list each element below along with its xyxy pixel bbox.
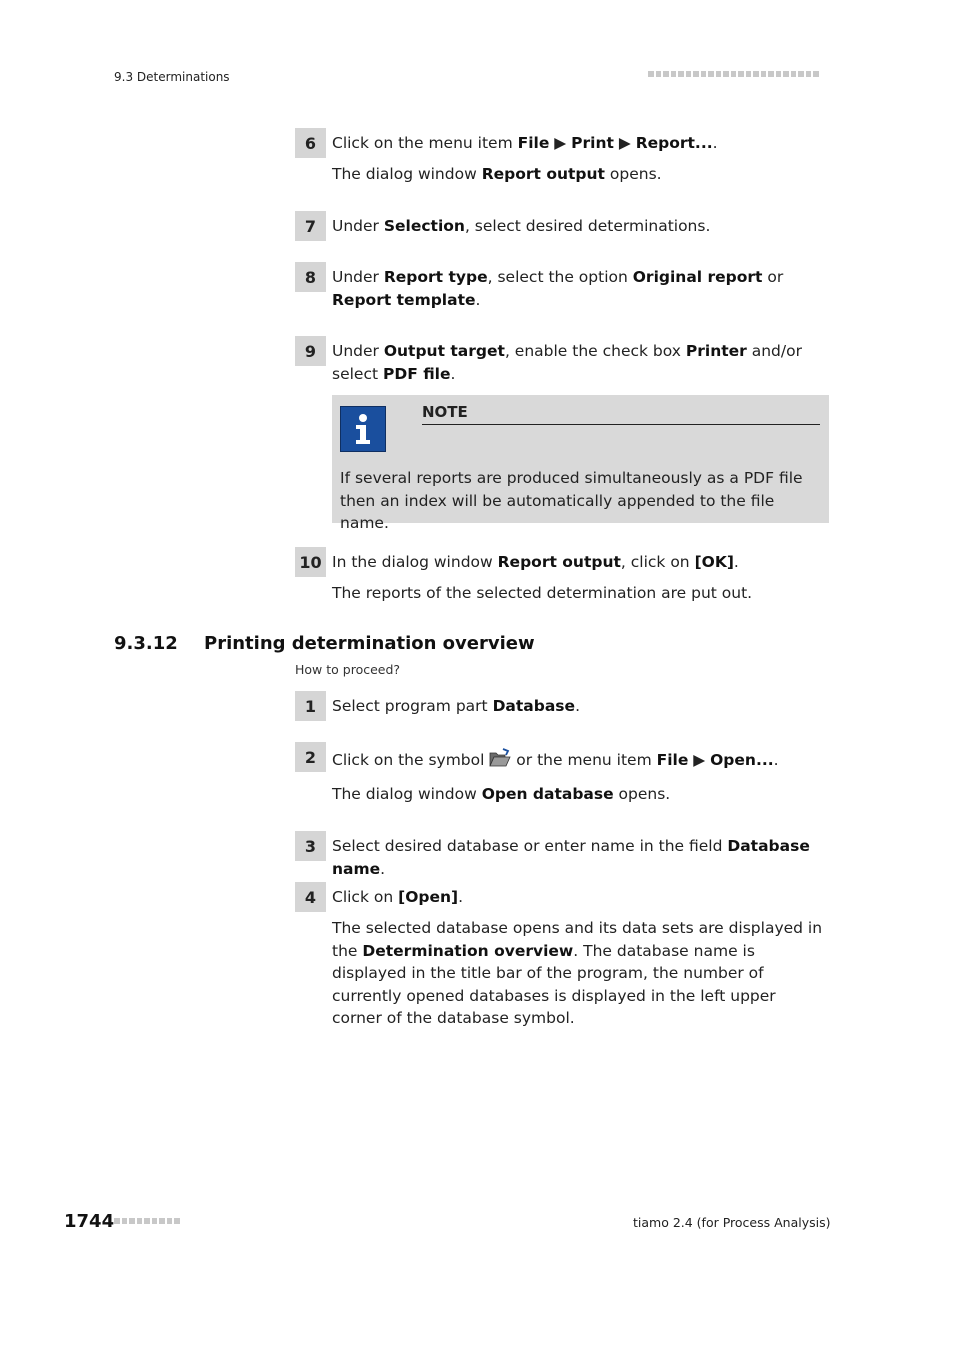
note-title: NOTE [422,403,820,425]
menu-print: Print [571,134,614,152]
note-box [332,395,829,532]
step-number: 9 [295,336,326,366]
menu-file: File [517,134,550,152]
step-number: 4 [295,882,326,912]
how-to-proceed: How to proceed? [295,662,401,677]
open-folder-icon [489,748,511,768]
step-text: Under Output target, enable the check box Printer and/or select PDF file. [332,342,802,383]
step-number: 10 [295,547,326,577]
step-text: Under Selection, select desired determinations. [332,217,711,235]
info-icon [340,406,386,452]
footer-product: tiamo 2.4 (for Process Analysis) [633,1215,831,1230]
step-number: 7 [295,211,326,241]
step-2-result: The dialog window Open database opens. [332,785,671,803]
note-text: If several reports are produced simultaneously as a PDF file then an index will be automatically appended to the file name. [340,469,803,532]
header-decoration [648,71,828,79]
menu-report: Report... [635,134,713,152]
step-text: Under Report type, select the option Original report or Report template. [332,268,784,309]
step-text: Select desired database or enter name in the field Database name. [332,837,810,878]
step-6-result: The dialog window Report output opens. [332,165,662,183]
step-text: Click on the menu item File ▶ Print ▶ Report.... [332,134,718,152]
step-text: Select program part Database. [332,697,580,715]
step-text: Click on [Open]. [332,888,464,906]
step-number: 8 [295,262,326,292]
footer-decoration [114,1218,180,1224]
section-number: 9.3.12 [114,633,178,654]
step-text: Click on the symbol or the menu item File ▶ Open.... [332,748,827,772]
step-number: 3 [295,831,326,861]
running-header-section: 9.3 Determinations [114,70,230,84]
step-4-result: The selected database opens and its data sets are displayed in the Determination overview. The database name is displayed in the title bar of the program, the number of currently opened databases is displayed in the left upper corner of the database symbol. [332,919,823,1027]
step-10-result: The reports of the selected determination are put out. [332,584,753,602]
step-number: 1 [295,691,326,721]
step-text: In the dialog window Report output, click on [OK]. [332,553,739,571]
step-number: 2 [295,742,326,772]
section-title: Printing determination overview [204,633,535,654]
page-number: 1744 [64,1211,115,1232]
step-number: 6 [295,128,326,158]
